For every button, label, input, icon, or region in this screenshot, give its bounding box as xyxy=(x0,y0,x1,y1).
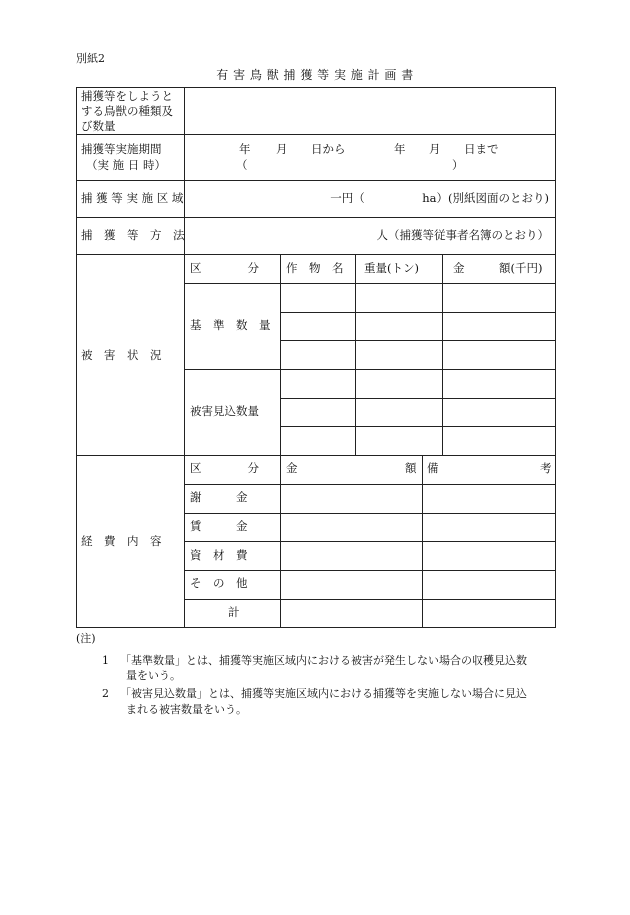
expense-item-materials: 資 材 費 xyxy=(190,548,248,562)
note-2-line1: 「被害見込数量」とは、捕獲等実施区域内における捕獲等を実施しない場合に見込 xyxy=(120,687,527,700)
expenses-label: 経 費 内 容 xyxy=(81,534,162,548)
notes-heading: (注) xyxy=(76,632,96,645)
period-day-from: 日から xyxy=(311,142,346,156)
method-value: 人（捕獲等従事者名簿のとおり） xyxy=(376,228,549,242)
note-1-line1: 「基準数量」とは、捕獲等実施区域内における被害が発生しない場合の収穫見込数 xyxy=(120,654,527,667)
period-month-from: 月 xyxy=(276,142,288,156)
row-divider xyxy=(76,134,556,135)
period-day-to: 日まで xyxy=(464,142,499,156)
column-divider xyxy=(355,254,356,455)
damage-label: 被 害 状 況 xyxy=(81,348,162,362)
species-label-line3: び数量 xyxy=(81,119,116,133)
row-divider xyxy=(280,398,556,399)
note-2-number: 2 xyxy=(102,687,109,700)
row-divider xyxy=(184,484,556,485)
expected-damage-label: 被害見込数量 xyxy=(190,404,259,418)
row-divider xyxy=(280,426,556,427)
page-title: 有 害 鳥 獣 捕 獲 等 実 施 計 画 書 xyxy=(216,68,414,82)
note-2-line2: まれる被害数量をいう。 xyxy=(126,703,247,716)
damage-header-weight: 重量(トン) xyxy=(364,261,419,275)
row-divider xyxy=(76,455,556,456)
period-label-line2: （実 施 日 時） xyxy=(86,158,166,172)
row-divider xyxy=(184,283,556,284)
damage-header-amount: 金 額(千円) xyxy=(453,261,543,275)
species-label-line2: する鳥獣の種類及 xyxy=(81,104,173,118)
expense-item-wages: 賃 金 xyxy=(190,519,248,533)
column-divider xyxy=(442,254,443,455)
damage-header-crop: 作 物 名 xyxy=(286,261,344,275)
expense-item-other: そ の 他 xyxy=(190,576,248,590)
note-1-line2: 量をいう。 xyxy=(126,669,181,682)
expense-item-honorarium: 謝 金 xyxy=(190,490,248,504)
period-month-to: 月 xyxy=(429,142,441,156)
column-divider xyxy=(280,254,281,455)
row-divider xyxy=(76,254,556,255)
row-divider xyxy=(184,513,556,514)
species-label-line1: 捕獲等をしようと xyxy=(81,89,173,103)
row-divider xyxy=(184,369,556,370)
attachment-label: 別紙2 xyxy=(76,52,105,65)
period-year-to: 年 xyxy=(394,142,406,156)
expenses-header-remarks-right: 考 xyxy=(540,461,552,475)
row-divider xyxy=(184,570,556,571)
area-value: 一円（ ha）(別紙図面のとおり) xyxy=(330,191,549,205)
expenses-header-remarks-left: 備 xyxy=(427,461,439,475)
damage-header-category: 区 分 xyxy=(190,261,259,275)
row-divider xyxy=(184,599,556,600)
period-label-line1: 捕獲等実施期間 xyxy=(81,142,162,156)
method-label: 捕 獲 等 方 法 xyxy=(81,228,185,242)
expenses-header-amount-right: 額 xyxy=(405,461,417,475)
row-divider xyxy=(76,217,556,218)
column-divider xyxy=(184,87,185,628)
period-paren-open: （ xyxy=(236,158,248,172)
period-year-from: 年 xyxy=(239,142,251,156)
period-paren-close: ） xyxy=(452,158,464,172)
area-label: 捕 獲 等 実 施 区 域 xyxy=(81,191,184,205)
row-divider xyxy=(76,180,556,181)
row-divider xyxy=(184,541,556,542)
row-divider xyxy=(280,340,556,341)
expenses-header-amount-left: 金 xyxy=(286,461,298,475)
expense-item-total: 計 xyxy=(228,605,240,619)
baseline-quantity-label: 基 準 数 量 xyxy=(190,318,271,332)
row-divider xyxy=(280,312,556,313)
expenses-header-category: 区 分 xyxy=(190,461,259,475)
note-1-number: 1 xyxy=(102,654,109,667)
